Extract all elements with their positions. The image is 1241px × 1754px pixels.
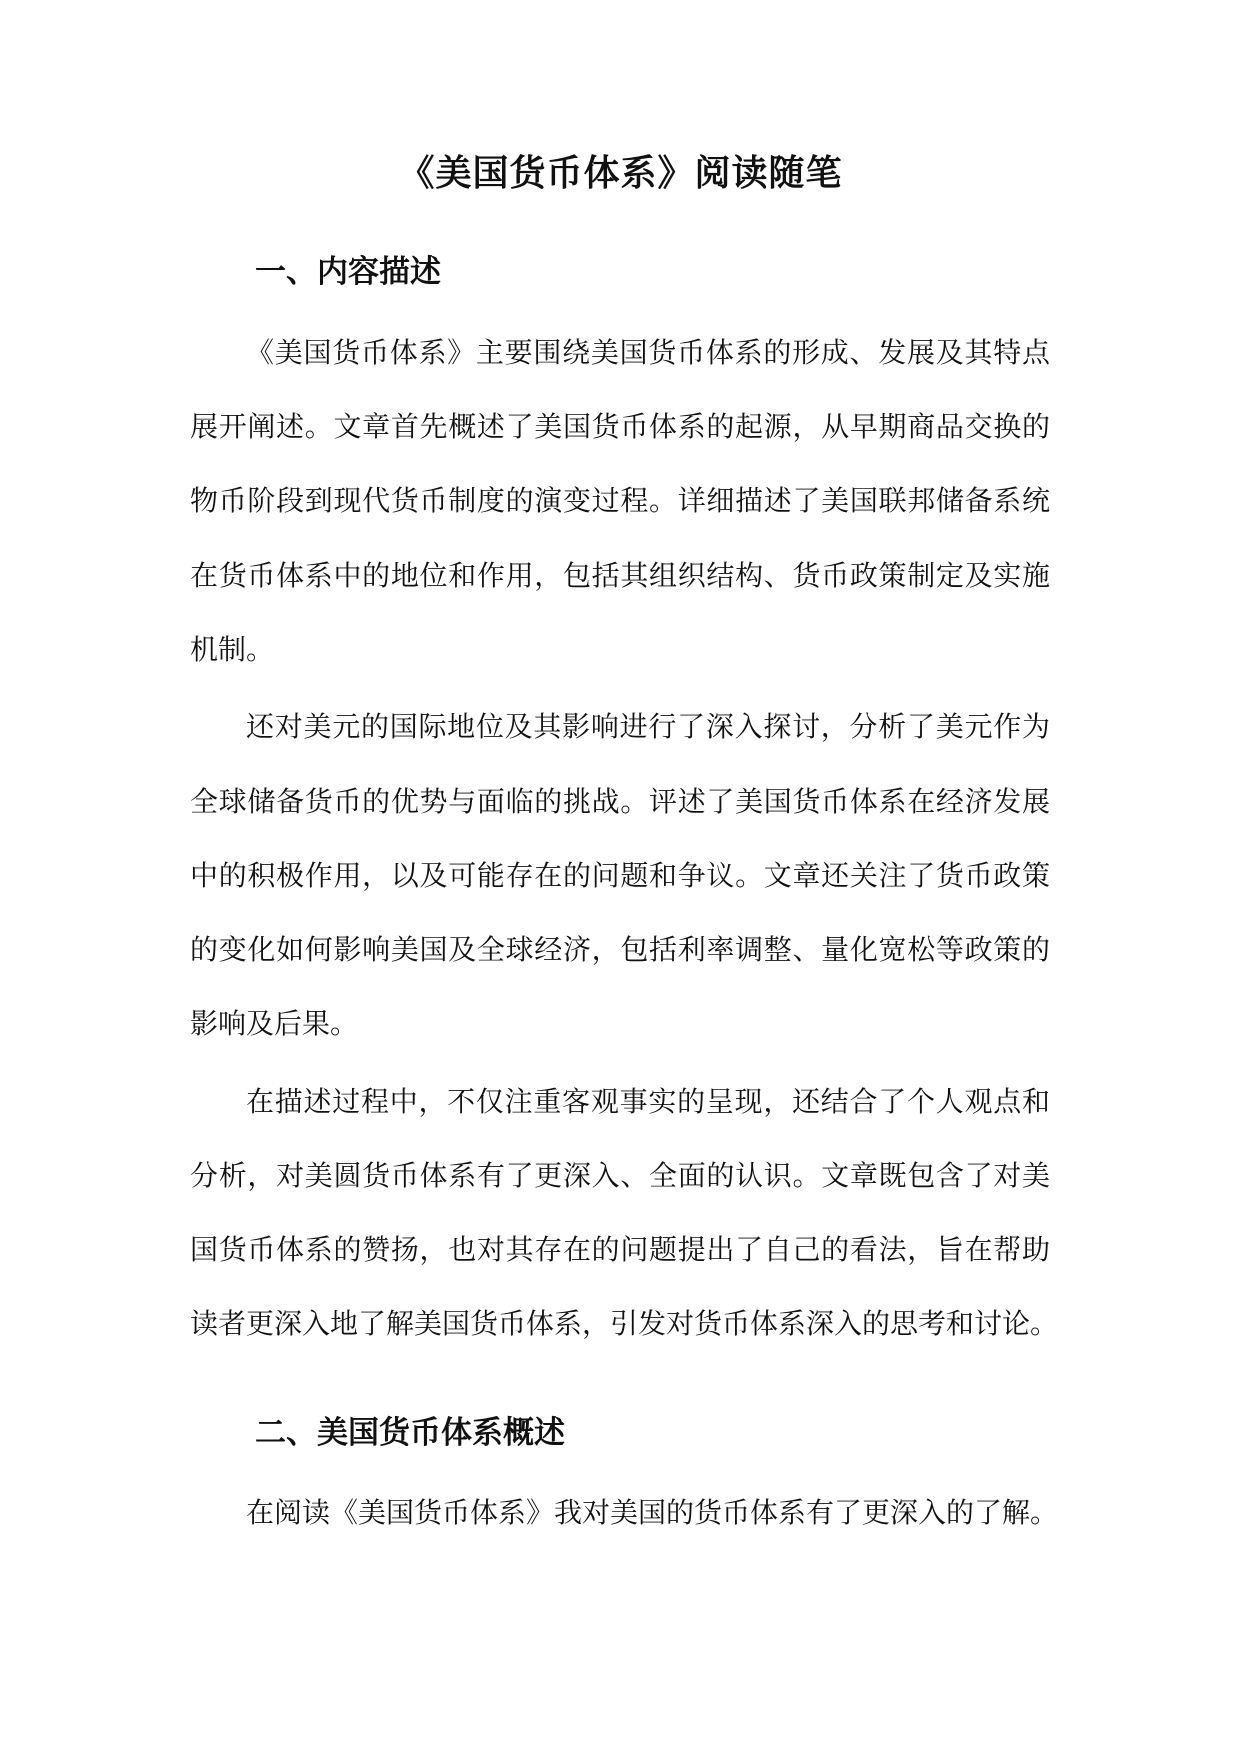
paragraph-line: 在描述过程中，不仅注重客观事实的呈现，还结合了个人观点和 (246, 1085, 1050, 1118)
document-title: 《美国货币体系》阅读随笔 (398, 153, 843, 194)
section-heading-content-description: 一、内容描述 (255, 254, 441, 290)
paragraph-line: 分析，对美圆货币体系有了更深入、全面的认识。文章既包含了对美 (190, 1159, 1050, 1192)
paragraph-line: 在货币体系中的地位和作用，包括其组织结构、货币政策制定及实施 (190, 559, 1050, 592)
paragraph-line: 国货币体系的赞扬，也对其存在的问题提出了自己的看法，旨在帮助 (190, 1233, 1050, 1266)
paragraph-line: 影响及后果。 (190, 1007, 359, 1040)
paragraph-line: 《美国货币体系》主要围绕美国货币体系的形成、发展及其特点 (246, 336, 1050, 369)
paragraph-line: 在阅读《美国货币体系》我对美国的货币体系有了更深入的了解。 (246, 1496, 1059, 1529)
section-heading-overview: 二、美国货币体系概述 (255, 1415, 565, 1451)
paragraph-line: 中的积极作用，以及可能存在的问题和争议。文章还关注了货币政策 (190, 859, 1050, 892)
paragraph-line: 读者更深入地了解美国货币体系，引发对货币体系深入的思考和讨论。 (190, 1307, 1059, 1340)
paragraph-line: 物币阶段到现代货币制度的演变过程。详细描述了美国联邦储备系统 (190, 484, 1050, 517)
paragraph-line: 的变化如何影响美国及全球经济，包括利率调整、量化宽松等政策的 (190, 933, 1050, 966)
paragraph-line: 全球储备货币的优势与面临的挑战。评述了美国货币体系在经济发展 (190, 785, 1050, 818)
paragraph-line: 展开阐述。文章首先概述了美国货币体系的起源，从早期商品交换的 (190, 410, 1050, 443)
paragraph-line: 机制。 (190, 633, 275, 666)
paragraph-line: 还对美元的国际地位及其影响进行了深入探讨，分析了美元作为 (246, 710, 1050, 743)
